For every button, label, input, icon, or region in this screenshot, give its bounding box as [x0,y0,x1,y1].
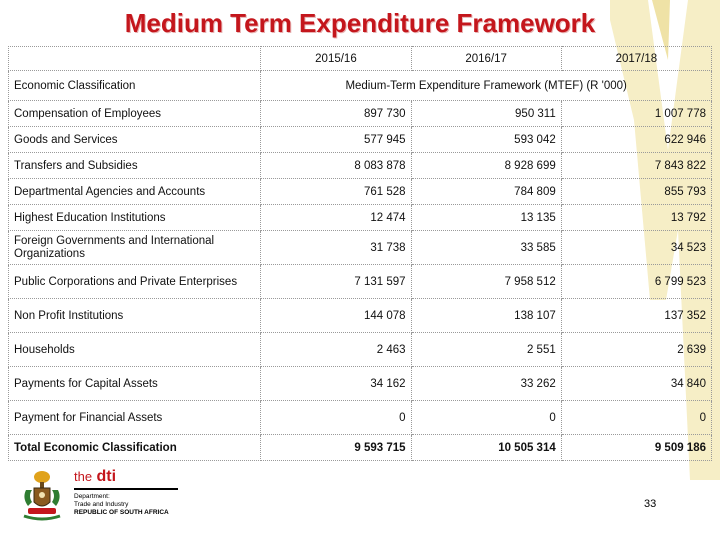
row-label: Payments for Capital Assets [9,367,261,401]
value-cell: 8 928 699 [411,153,561,179]
row-label: Goods and Services [9,127,261,153]
value-cell: 8 083 878 [261,153,411,179]
table-row [9,265,712,299]
total-value-cell: 10 505 314 [411,435,561,461]
row-label: Foreign Governments and International Organizations [9,231,261,265]
brand-name: dti [96,468,117,485]
value-cell: 12 474 [261,205,411,231]
total-label: Total Economic Classification [9,435,261,461]
value-cell: 0 [561,401,711,435]
value-cell: 897 730 [261,101,411,127]
trade-industry-line: Trade and Industry [74,501,129,508]
page-title: Medium Term Expenditure Framework [124,8,596,38]
value-cell: 13 135 [411,205,561,231]
value-cell: 144 078 [261,299,411,333]
row-label: Households [9,333,261,367]
value-cell: 6 799 523 [561,265,711,299]
table-row [9,127,712,153]
value-cell: 2 463 [261,333,411,367]
row-label: Highest Education Institutions [9,205,261,231]
row-label: Departmental Agencies and Accounts [9,179,261,205]
value-cell: 34 162 [261,367,411,401]
brand-prefix: the [74,469,93,484]
value-cell: 13 792 [561,205,711,231]
row-label: Transfers and Subsidies [9,153,261,179]
value-cell: 855 793 [561,179,711,205]
total-row [9,435,712,461]
table-row [9,205,712,231]
dti-brand [74,468,204,486]
row-label: Public Corporations and Private Enterprises [9,265,261,299]
total-value-cell: 9 593 715 [261,435,411,461]
value-cell: 2 551 [411,333,561,367]
total-value-cell: 9 509 186 [561,435,711,461]
table-row [9,101,712,127]
row-label: Non Profit Institutions [9,299,261,333]
table-row [9,299,712,333]
value-cell: 7 958 512 [411,265,561,299]
economic-classification-header: Economic Classification [9,71,261,101]
value-cell: 7 843 822 [561,153,711,179]
coat-of-arms-icon [20,468,64,522]
value-cell: 950 311 [411,101,561,127]
value-cell: 577 945 [261,127,411,153]
footer [12,466,712,526]
row-label: Payment for Financial Assets [9,401,261,435]
value-cell: 7 131 597 [261,265,411,299]
value-cell: 0 [261,401,411,435]
country-line: REPUBLIC OF SOUTH AFRICA [74,509,169,516]
department-line: Department: [74,493,110,500]
table-row [9,367,712,401]
value-cell: 1 007 778 [561,101,711,127]
value-cell: 2 639 [561,333,711,367]
value-cell: 34 840 [561,367,711,401]
value-cell: 784 809 [411,179,561,205]
table-row [9,333,712,367]
value-cell: 761 528 [261,179,411,205]
row-label: Compensation of Employees [9,101,261,127]
dti-logo [74,468,204,517]
value-cell: 33 262 [411,367,561,401]
value-cell: 34 523 [561,231,711,265]
logo-divider [74,488,178,490]
year-2016-17: 2016/17 [411,47,561,71]
value-cell: 31 738 [261,231,411,265]
value-cell: 622 946 [561,127,711,153]
table-row [9,179,712,205]
page-number: 33 [644,498,657,510]
value-cell: 0 [411,401,561,435]
mtef-header: Medium-Term Expenditure Framework (MTEF) (R '000) [261,71,712,101]
year-2017-18: 2017/18 [561,47,711,71]
value-cell: 33 585 [411,231,561,265]
table-row [9,401,712,435]
value-cell: 593 042 [411,127,561,153]
year-header-row [9,47,712,71]
table-row [9,153,712,179]
value-cell: 138 107 [411,299,561,333]
header-blank-cell [9,47,261,71]
column-header-row [9,71,712,101]
value-cell: 137 352 [561,299,711,333]
table-row [9,231,712,265]
expenditure-table [8,46,712,461]
year-2015-16: 2015/16 [261,47,411,71]
